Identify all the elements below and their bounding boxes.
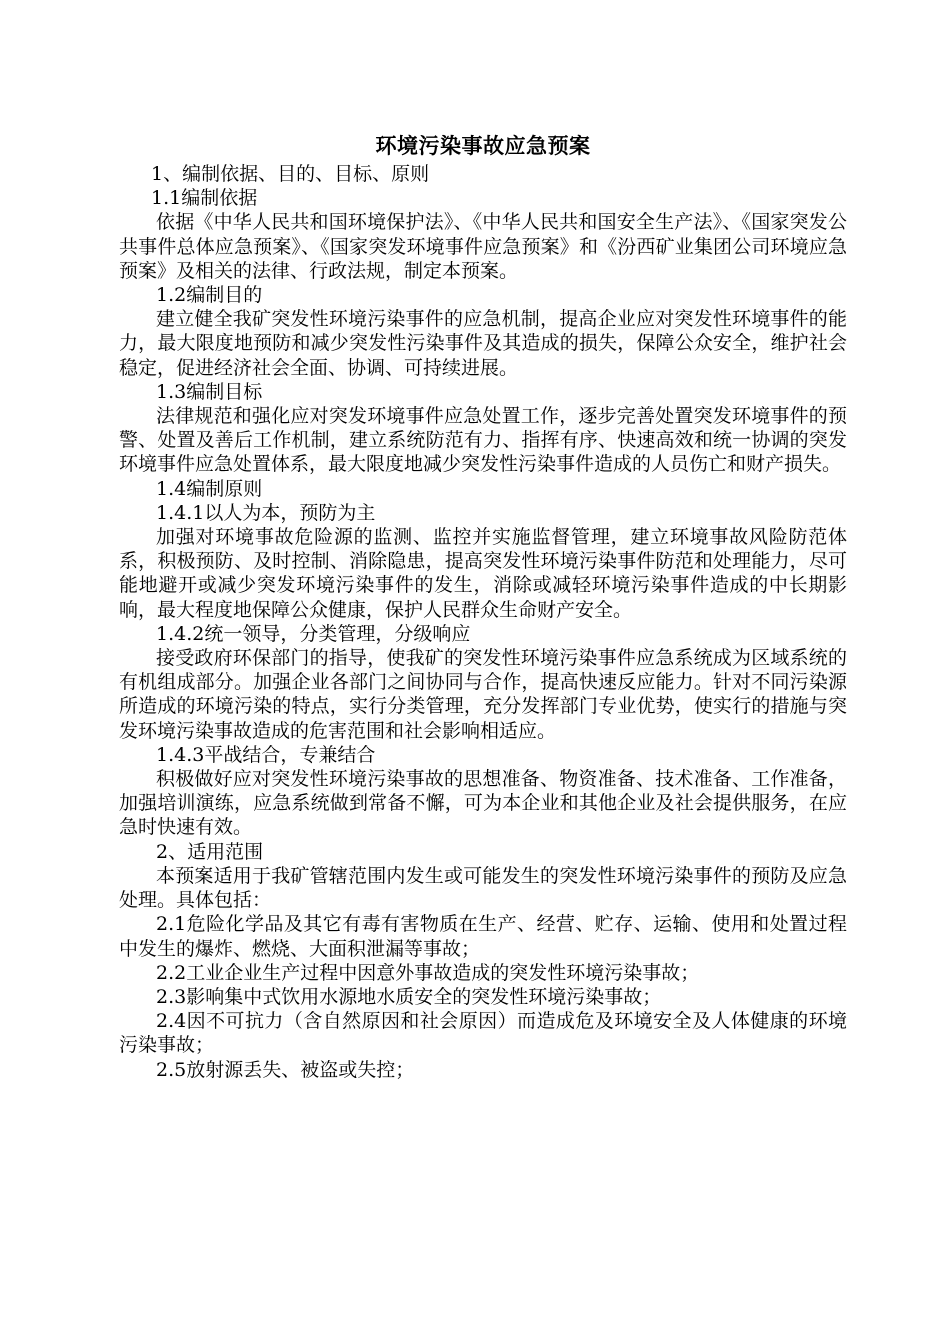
paragraph: 1、编制依据、目的、目标、原则 (151, 163, 430, 185)
paragraph: 加强对环境事故危险源的监测、监控并实施监督管理，建立环境事故风险防范体系，积极预防、及时控制、消除隐患，提高突发性环境污染事件防范和处理能力，尽可能地避开或减少突发环境污染事件的发生，消除或减轻环境污染事件造成的中长期影响，最大程度地保障公众健康，保护人民群众生命财产安全。 (119, 526, 847, 621)
paragraph: 接受政府环保部门的指导，使我矿的突发性环境污染事件应急系统成为区域系统的有机组成部分。加强企业各部门之间协同与合作，提高快速反应能力。针对不同污染源所造成的环境污染的特点，实行分类管理，充分发挥部门专业优势，使实行的措施与突发环境污染事故造成的危害范围和社会影响相适应。 (119, 647, 847, 742)
paragraph: 本预案适用于我矿管辖范围内发生或可能发生的突发性环境污染事件的预防及应急处理。具体包括： (119, 864, 847, 912)
paragraph: 2.3影响集中式饮用水源地水质安全的突发性环境污染事故； (156, 985, 662, 1008)
paragraph: 1.4.2统一领导，分类管理，分级响应 (156, 622, 471, 645)
paragraph: 2.5放射源丢失、被盗或失控； (156, 1058, 415, 1081)
paragraph-list (119, 162, 847, 1082)
paragraph: 2.4因不可抗力（含自然原因和社会原因）而造成危及环境安全及人体健康的环境污染事故； (119, 1010, 847, 1057)
document-body (119, 132, 847, 1082)
paragraph: 2.2工业企业生产过程中因意外事故造成的突发性环境污染事故； (156, 961, 700, 984)
paragraph: 1.3编制目标 (156, 380, 263, 403)
paragraph: 1.4编制原则 (156, 477, 263, 500)
paragraph: 1.1编制依据 (151, 187, 258, 210)
paragraph: 2.1危险化学品及其它有毒有害物质在生产、经营、贮存、运输、使用和处置过程中发生的爆炸、燃烧、大面积泄漏等事故； (119, 913, 847, 960)
paragraph: 积极做好应对突发性环境污染事故的思想准备、物资准备、技术准备、工作准备，加强培训演练，应急系统做到常备不懈，可为本企业和其他企业及社会提供服务，在应急时快速有效。 (119, 768, 847, 839)
paragraph: 依据《中华人民共和国环境保护法》、《中华人民共和国安全生产法》、《国家突发公共事件总体应急预案》、《国家突发环境事件应急预案》和《汾西矿业集团公司环境应急预案》及相关的法律、行政法规，制定本预案。 (119, 211, 847, 282)
paragraph: 法律规范和强化应对突发环境事件应急处置工作，逐步完善处置突发环境事件的预警、处置及善后工作机制，建立系统防范有力、指挥有序、快速高效和统一协调的突发环境事件应急处置体系，最大限度地减少突发性污染事件造成的人员伤亡和财产损失。 (119, 405, 847, 476)
paragraph: 1.4.1以人为本，预防为主 (156, 501, 376, 524)
paragraph: 2、适用范围 (156, 840, 264, 863)
paragraph: 建立健全我矿突发性环境污染事件的应急机制，提高企业应对突发性环境事件的能力，最大限度地预防和减少突发性污染事件及其造成的损失，保障公众安全，维护社会稳定，促进经济社会全面、协调、可持续进展。 (119, 308, 847, 379)
document-title: 环境污染事故应急预案 (375, 133, 591, 158)
paragraph: 1.4.3平战结合，专兼结合 (156, 743, 376, 766)
paragraph: 1.2编制目的 (156, 284, 263, 307)
